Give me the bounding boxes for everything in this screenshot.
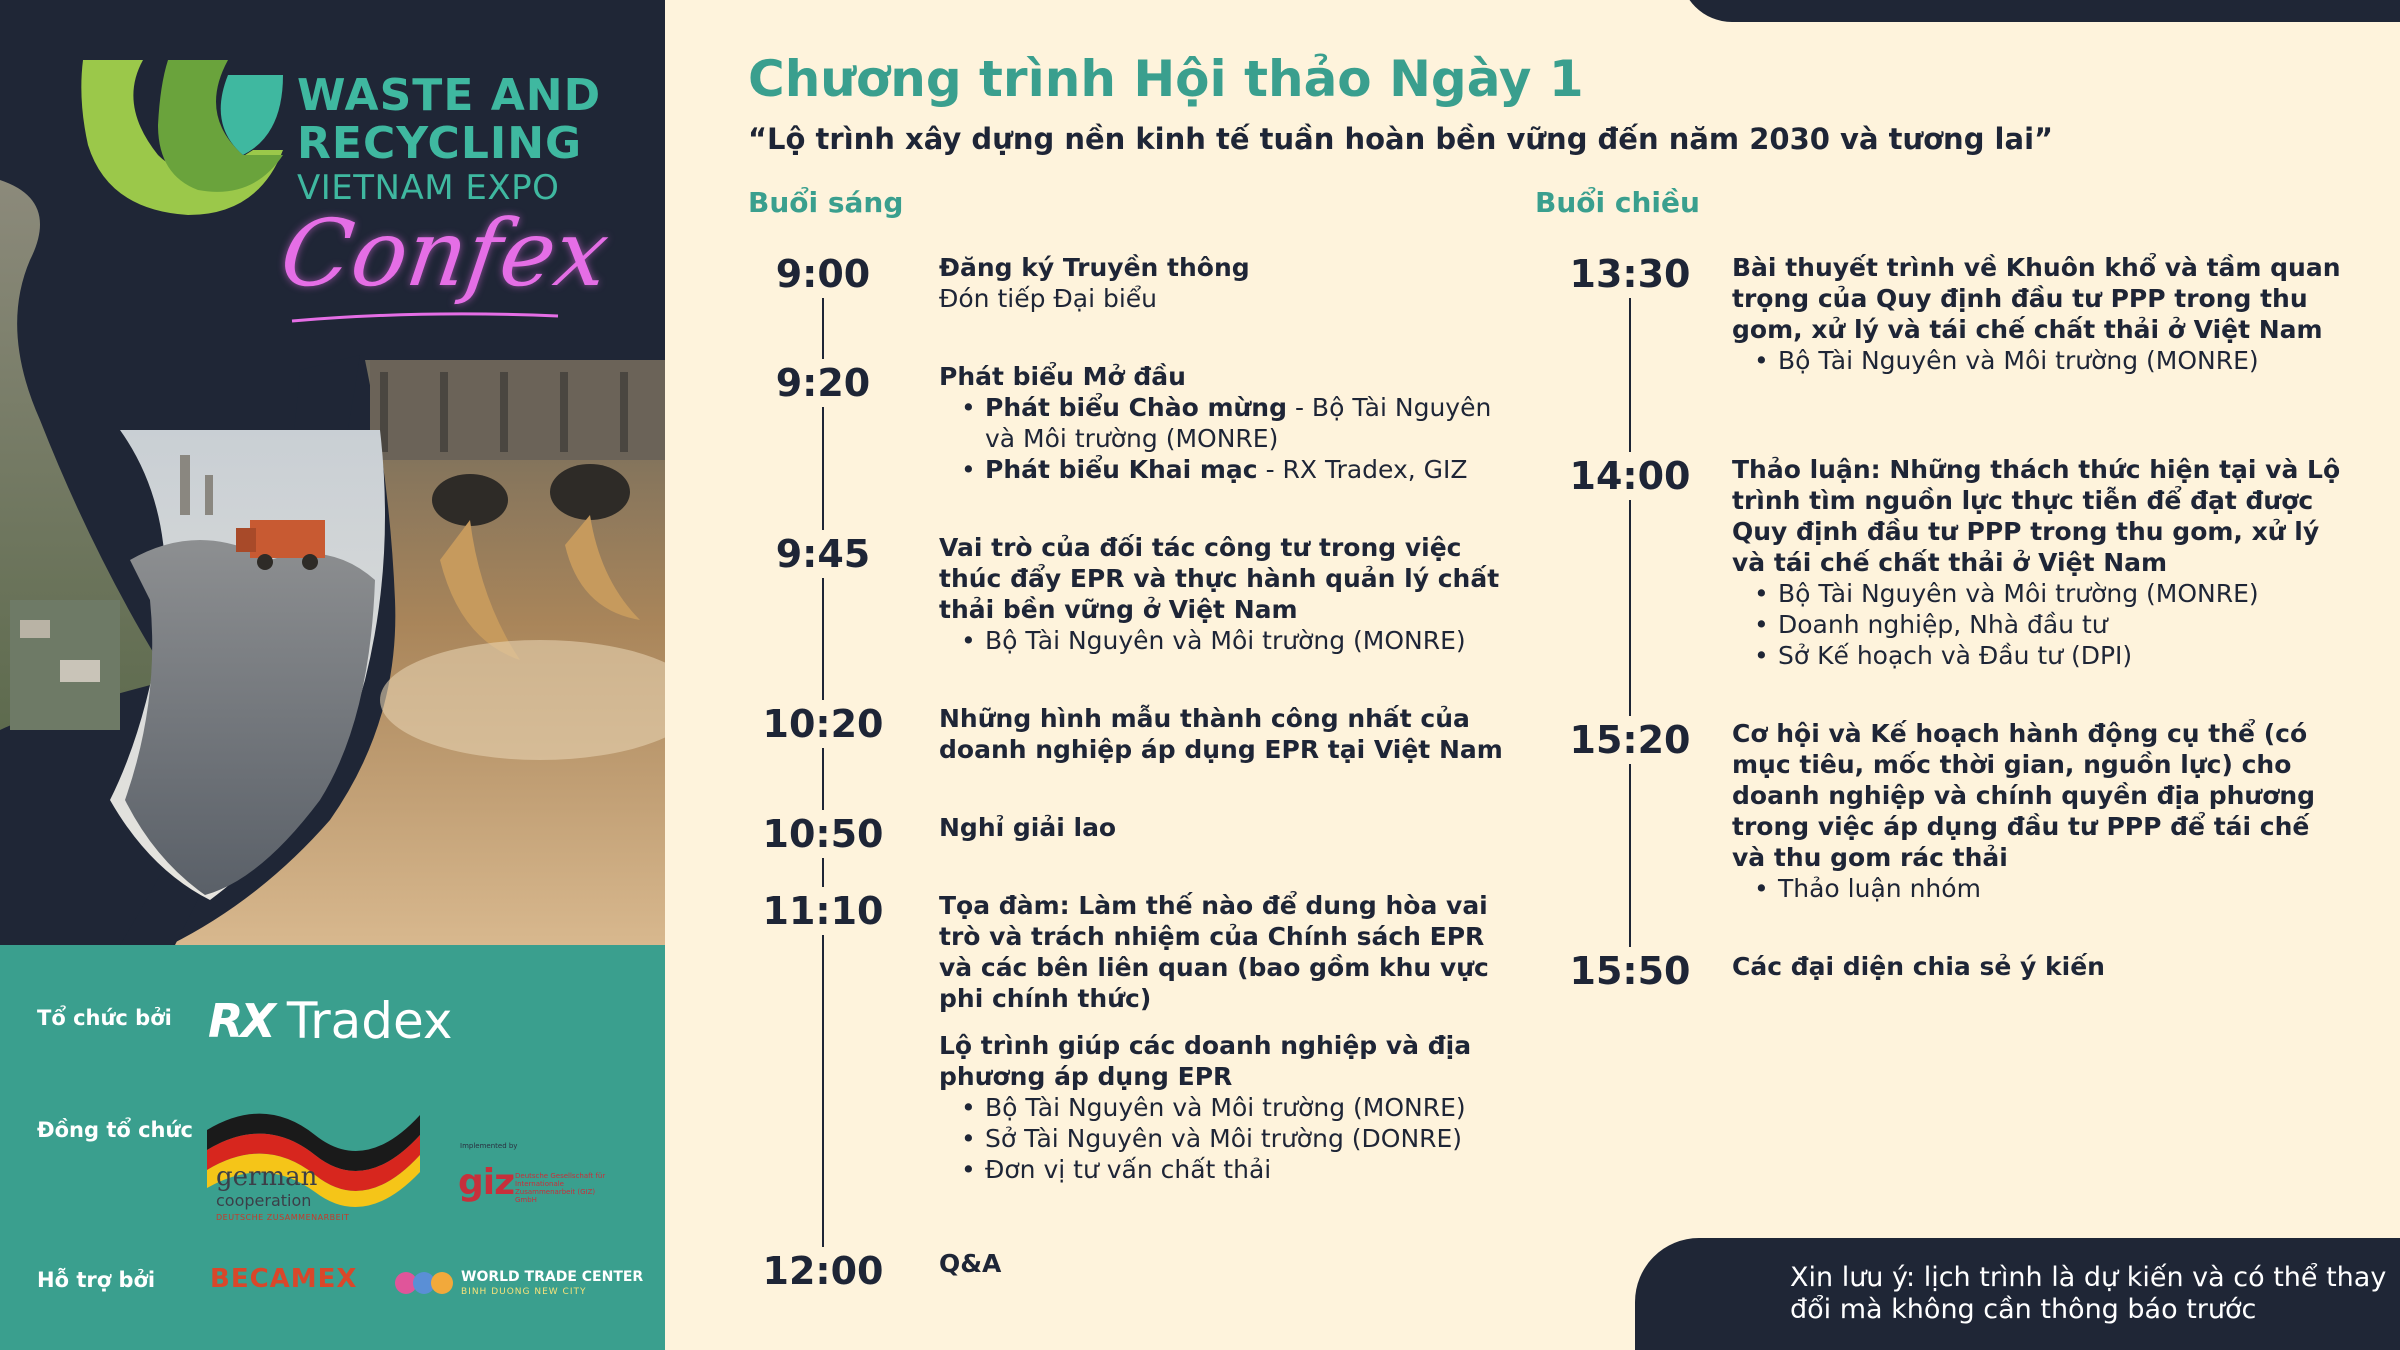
agenda-item-title: Q&A xyxy=(939,1249,1002,1278)
german-cooperation-german: german xyxy=(216,1162,318,1192)
supported-by-label: Hỗ trợ bởi xyxy=(37,1268,156,1292)
time-slot: 15:50 xyxy=(1565,947,1695,995)
agenda-item-title: Cơ hội và Kế hoạch hành động cụ thể (có mục tiêu, mốc thời gian, nguồn lực) cho doanh nghiệp và chính quyền địa phương trong việc áp dụng đầu tư PPP để tái chế và thu gom rác thải xyxy=(1732,719,2316,872)
session-afternoon-label: Buổi chiều xyxy=(1535,186,1700,219)
agenda-bullet: • Bộ Tài Nguyên và Môi trường (MONRE) xyxy=(1732,345,2342,376)
time-slot: 14:00 xyxy=(1565,452,1695,500)
schedule-note: Xin lưu ý: lịch trình là dự kiến và có thể thay đổi mà không cần thông báo trước xyxy=(1790,1262,2387,1325)
time-slot: 10:20 xyxy=(758,700,888,748)
logo-text-vietnam-expo: VIETNAM EXPO xyxy=(297,168,560,208)
tradex-text: Tradex xyxy=(286,992,453,1050)
left-panel xyxy=(0,0,665,945)
agenda-item xyxy=(939,703,1524,765)
agenda-item xyxy=(1732,454,2342,671)
time-slot: 13:30 xyxy=(1565,250,1695,298)
agenda-item-title: Tọa đàm: Làm thế nào để dung hòa vai trò và trách nhiệm của Chính sách EPR và các bên liên quan (bao gồm khu vực phi chính thức) xyxy=(939,891,1489,1013)
agenda-item xyxy=(939,812,1524,843)
session-morning-label: Buổi sáng xyxy=(748,186,904,219)
confex-underline-icon xyxy=(290,312,560,324)
logo-text-confex: Confex xyxy=(274,200,615,307)
co-organized-label: Đồng tổ chức xyxy=(37,1118,193,1142)
agenda-item-title: Các đại diện chia sẻ ý kiến xyxy=(1732,952,2105,981)
top-decoration-band xyxy=(1680,0,2400,22)
time-slot: 9:20 xyxy=(758,359,888,407)
german-cooperation-de: DEUTSCHE ZUSAMMENARBEIT xyxy=(216,1213,350,1222)
wtc-text: WORLD TRADE CENTER xyxy=(461,1269,644,1285)
agenda-bullet xyxy=(939,392,1524,454)
agenda-item-title-2: Lộ trình giúp các doanh nghiệp và địa phương áp dụng EPR xyxy=(939,1031,1472,1091)
wtc-mark-icon xyxy=(394,1266,458,1300)
agenda-item-title: Phát biểu Mở đầu xyxy=(939,362,1186,391)
rx-mark: RX xyxy=(208,994,273,1048)
agenda-item xyxy=(1732,951,2342,982)
agenda-item-title: Những hình mẫu thành công nhất của doanh nghiệp áp dụng EPR tại Việt Nam xyxy=(939,704,1503,764)
agenda-item-subtitle: Đón tiếp Đại biểu xyxy=(939,284,1158,313)
german-cooperation-cooperation: cooperation xyxy=(216,1191,312,1210)
agenda-bullet: • Thảo luận nhóm xyxy=(1732,873,2342,904)
agenda-item xyxy=(939,361,1524,485)
agenda-item-title: Thảo luận: Những thách thức hiện tại và Lộ trình tìm nguồn lực thực tiễn để đạt được Quy định đầu tư PPP trong thu gom, xử lý và tái chế chất thải ở Việt Nam xyxy=(1732,455,2341,577)
time-slot: 12:00 xyxy=(758,1247,888,1295)
agenda-bullet: • Bộ Tài Nguyên và Môi trường (MONRE) xyxy=(939,1092,1524,1123)
logo-text-recycling: RECYCLING xyxy=(297,118,583,169)
agenda-bullet: • Bộ Tài Nguyên và Môi trường (MONRE) xyxy=(939,625,1524,656)
agenda-item xyxy=(939,532,1524,656)
bullet-bold: Phát biểu Chào mừng xyxy=(985,393,1288,422)
agenda-bullet: • Đơn vị tư vấn chất thải xyxy=(939,1154,1524,1185)
agenda-bullet: • Bộ Tài Nguyên và Môi trường (MONRE) xyxy=(1732,578,2342,609)
time-slot: 11:10 xyxy=(758,887,888,935)
time-slot: 9:45 xyxy=(758,530,888,578)
becamex-logo: BECAMEX xyxy=(210,1264,358,1294)
bullet-rest: - Bộ Tài Nguyên và Môi trường (MONRE) xyxy=(985,393,1492,453)
agenda-bullet: • Sở Kế hoạch và Đầu tư (DPI) xyxy=(1732,640,2342,671)
giz-fullname: Deutsche Gesellschaft für Internationale Zusammenarbeit (GIZ) GmbH xyxy=(515,1172,606,1204)
agenda-item xyxy=(939,252,1524,314)
bullet-bold: Phát biểu Khai mạc xyxy=(985,455,1258,484)
agenda-bullet xyxy=(939,454,1524,485)
rx-tradex-logo xyxy=(208,992,453,1050)
morning-timeline-line xyxy=(822,280,824,1250)
logo-mark-icon xyxy=(78,55,288,215)
time-slot: 10:50 xyxy=(758,810,888,858)
giz-logo: giz xyxy=(458,1162,515,1203)
agenda-item-title: Bài thuyết trình về Khuôn khổ và tầm quan trọng của Quy định đầu tư PPP trong thu gom, xử lý và tái chế chất thải ở Việt Nam xyxy=(1732,253,2341,344)
bullet-rest: - RX Tradex, GIZ xyxy=(1257,455,1468,484)
agenda-item xyxy=(939,890,1524,1185)
agenda-item xyxy=(1732,252,2342,376)
agenda-bullet: • Sở Tài Nguyên và Môi trường (DONRE) xyxy=(939,1123,1524,1154)
agenda-item-title: Vai trò của đối tác công tư trong việc thúc đẩy EPR và thực hành quản lý chất thải bền vững ở Việt Nam xyxy=(939,533,1500,624)
agenda-item xyxy=(1732,718,2342,904)
page-title: Chương trình Hội thảo Ngày 1 xyxy=(748,50,1584,108)
time-slot: 9:00 xyxy=(758,250,888,298)
afternoon-timeline-line xyxy=(1629,280,1631,950)
wtc-subtext: BINH DUONG NEW CITY xyxy=(461,1287,587,1297)
time-slot: 15:20 xyxy=(1565,716,1695,764)
agenda-item-title: Đăng ký Truyền thông xyxy=(939,253,1250,282)
page-subtitle: “Lộ trình xây dựng nền kinh tế tuần hoàn bền vững đến năm 2030 và tương lai” xyxy=(748,122,2054,156)
agenda-item-title: Nghỉ giải lao xyxy=(939,813,1117,842)
logo-text-waste-and: WASTE AND xyxy=(297,70,602,121)
giz-implemented-by: Implemented by xyxy=(460,1142,518,1150)
organized-by-label: Tổ chức bởi xyxy=(37,1006,172,1030)
agenda-bullet: • Doanh nghiệp, Nhà đầu tư xyxy=(1732,609,2342,640)
agenda-item xyxy=(939,1248,1524,1279)
